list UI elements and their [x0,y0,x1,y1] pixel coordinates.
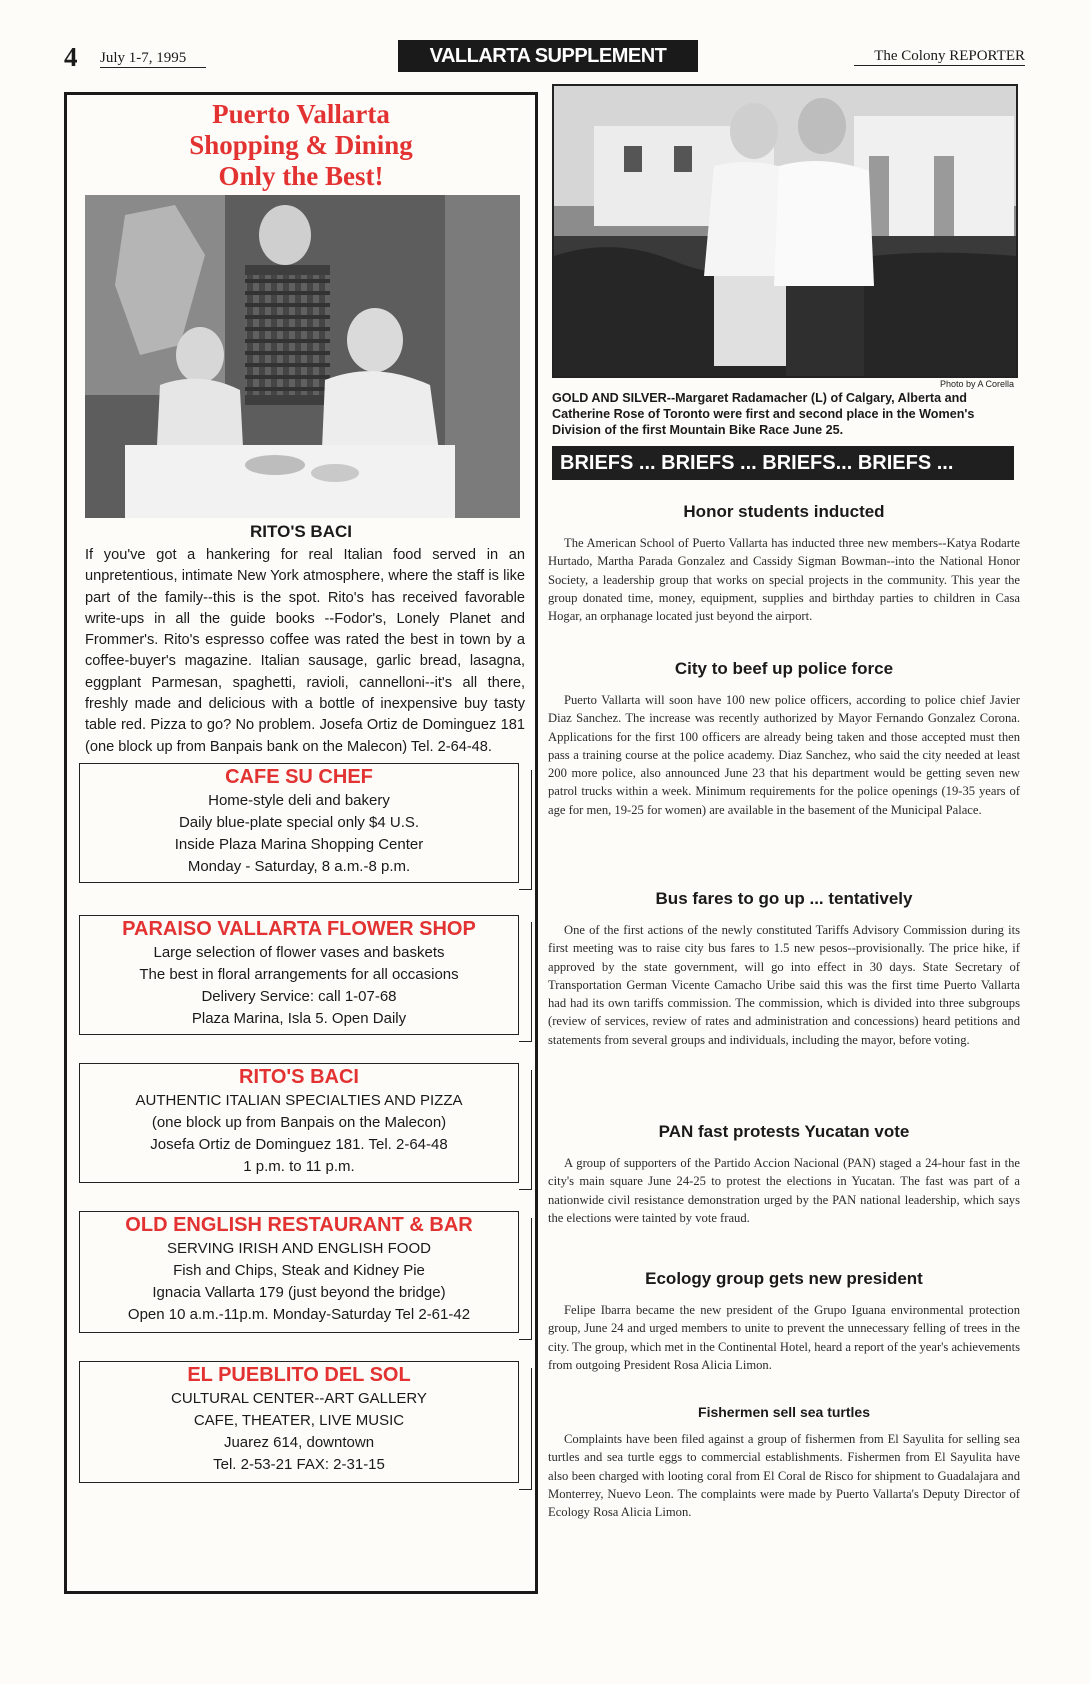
page-header [60,40,1025,80]
ad-line: Ignacia Vallarta 179 (just beyond the bridge) [152,1284,446,1301]
ad-line: Inside Plaza Marina Shopping Center [174,836,424,853]
ad-flower-shop [79,915,519,1035]
photo-caption: GOLD AND SILVER--Margaret Radamacher (L) of Calgary, Alberta and Catherine Rose of Toronto were first and second place in the Women's Division of the first Mountain Bike Race June 25. [552,391,975,437]
ad-title: EL PUEBLITO DEL SOL [187,1364,411,1386]
brief-honor-students [548,502,1020,625]
brief-bus-fares [548,889,1020,1049]
ad-title: CAFE SU CHEF [225,766,373,788]
ad-line: Large selection of flower vases and baskets [153,944,445,961]
ad-line: (one block up from Banpais on the Malecon) [151,1114,447,1131]
brief-headline: City to beef up police force [674,659,894,678]
newspaper-name: The Colony REPORTER [854,48,1025,66]
brief-pan-fast [548,1122,1020,1227]
ad-line: CULTURAL CENTER--ART GALLERY [171,1390,427,1407]
briefs-banner: BRIEFS ... BRIEFS ... BRIEFS... BRIEFS ... [552,446,1014,480]
ad-line: Delivery Service: call 1-07-68 [201,988,397,1005]
brief-text: Complaints have been filed against a group of fishermen from El Sayulita for selling sea turtles and sea turtle eggs to commercial establishments. Fishermen from El Sayulita have also been charged with looting coral from El Coral de Risco for shipment to Guadalajara and Monterrey, Nuevo Leon. The complaints were made by Puerto Vallarta's Deputy Director of Ecology Rosa Alicia Limon. [548,1432,1020,1520]
restaurant-photo [85,195,520,518]
ad-line: Fish and Chips, Steak and Kidney Pie [173,1262,425,1279]
ad-line: Open 10 a.m.-11p.m. Monday-Saturday Tel 2-61-42 [127,1306,471,1323]
restaurant-review: If you've got a hankering for real Italian food served in an unpretentious, intimate New York atmosphere, where the staff is like part of the family--this is the spot. Rito's has received favorable write-ups in all the guide books --Fodor's, Lonely Planet and Frommer's. Rito's espresso coffee was rated the best in town by a coffee-buyer's magazine. Italian sausage, garlic bread, lasagna, eggplant Parmesan, spaghetti, ravioli, cannelloni--it's all there, freshly made and delicious with a bottle of inexpensive buy tasty table red. Pizza to go? No problem. Josefa Ortiz de Dominguez 181 (one block up from Banpais bank on the Malecon) Tel. 2-64-48. [85,547,525,755]
ad-line: CAFE, THEATER, LIVE MUSIC [193,1412,405,1429]
brief-ecology-group [548,1269,1020,1374]
shopping-dining-panel [64,92,538,1594]
ad-old-english [79,1211,519,1333]
brief-police-force [548,659,1020,819]
ad-title: OLD ENGLISH RESTAURANT & BAR [125,1214,473,1236]
ad-line: SERVING IRISH AND ENGLISH FOOD [167,1240,431,1257]
ad-cafe-su-chef [79,763,519,883]
brief-headline: Honor students inducted [683,502,885,521]
issue-date: July 1-7, 1995 [100,50,206,68]
ad-line: Monday - Saturday, 8 a.m.-8 p.m. [187,858,411,875]
ad-line: AUTHENTIC ITALIAN SPECIALTIES AND PIZZA [135,1092,463,1109]
restaurant-name: RITO'S BACI [250,522,352,541]
brief-headline: Ecology group gets new president [645,1269,923,1288]
ad-title: PARAISO VALLARTA FLOWER SHOP [122,918,476,940]
ad-line: Home-style deli and bakery [208,792,390,809]
brief-text: Felipe Ibarra became the new president of the Grupo Iguana environmental protection group, June 24 and urged members to unite to prevent the unnecessary felling of trees in the city. The group, which met in the Continental Hotel, heard a report of the year's achievements from outgoing President Rosa Alicia Limon. [548,1303,1020,1372]
panel-title: Puerto Vallarta Shopping & Dining Only the Best! [189,99,413,191]
photo-credit: Photo by A Corella [939,379,1014,389]
brief-headline: PAN fast protests Yucatan vote [658,1122,910,1141]
ad-line: 1 p.m. to 11 p.m. [243,1158,355,1175]
ad-line: Plaza Marina, Isla 5. Open Daily [191,1010,407,1027]
ad-title: RITO'S BACI [239,1066,359,1088]
ad-el-pueblito [79,1361,519,1483]
brief-text: The American School of Puerto Vallarta has inducted three new members--Katya Rodarte Hurtado, Martha Parada Gonzalez and Cassidy Sigman Bowman--into the National Honor Society, a leadership group that works on special projects in the community. This year the group donated time, money, equipment, supplies and birthday parties to children in Casa Hogar, an orphanage located just beyond the airport. [548,536,1020,624]
ad-line: Juarez 614, downtown [223,1434,375,1451]
bike-race-photo [552,84,1018,378]
brief-text: One of the first actions of the newly constituted Tariffs Advisory Commission during its first meeting was to raise city bus fares to 1.5 new pesos--provisionally. The price hike, if approved by the state government, will go into effect in 30 days. State Secretary of Transportation German Vicente Camacho Uribe said this was the first time Puerto Vallarta had had its own tariffs commission. The commission, which is divided into three subgroups (review of services, review of rates and administration and concessions) heard petitions and statements from several groups and individuals, including the mayor, before voting. [548,923,1020,1047]
brief-text: A group of supporters of the Partido Accion Nacional (PAN) staged a 24-hour fast in the city's main square June 24-25 to protest the elections in Yucatan. The fast was part of a nationwide civil resistance demonstration urged by the PAN national leadership, which says the elections were tainted by vote fraud. [548,1156,1020,1225]
ad-line: The best in floral arrangements for all occasions [139,966,459,983]
brief-text: Puerto Vallarta will soon have 100 new police officers, according to police chief Javier Diaz Sanchez. The increase was recently authorized by Mayor Fernando Gonzalez Corona. Applications for the first 100 officers are already being taken and those accepted must then pass a training course at the police academy. Diaz Sanchez, who said the city needed at least 200 more police, also announced June 23 that his department would be getting seven new patrol trucks within a week. Minimum requirements for the police openings (19-35 years of age for men, 19-25 for women) are available in the basement of the Municipal Palace. [548,693,1020,817]
ad-line: Daily blue-plate special only $4 U.S. [178,814,420,831]
brief-headline: Fishermen sell sea turtles [698,1404,870,1420]
brief-headline: Bus fares to go up ... tentatively [655,889,913,908]
ad-line: Josefa Ortiz de Dominguez 181. Tel. 2-64-48 [150,1136,448,1153]
ad-line: Tel. 2-53-21 FAX: 2-31-15 [213,1456,385,1473]
ad-ritos-baci [79,1063,519,1183]
brief-sea-turtles [548,1404,1020,1521]
page-number: 4 [64,42,78,72]
section-banner: VALLARTA SUPPLEMENT [398,40,698,72]
